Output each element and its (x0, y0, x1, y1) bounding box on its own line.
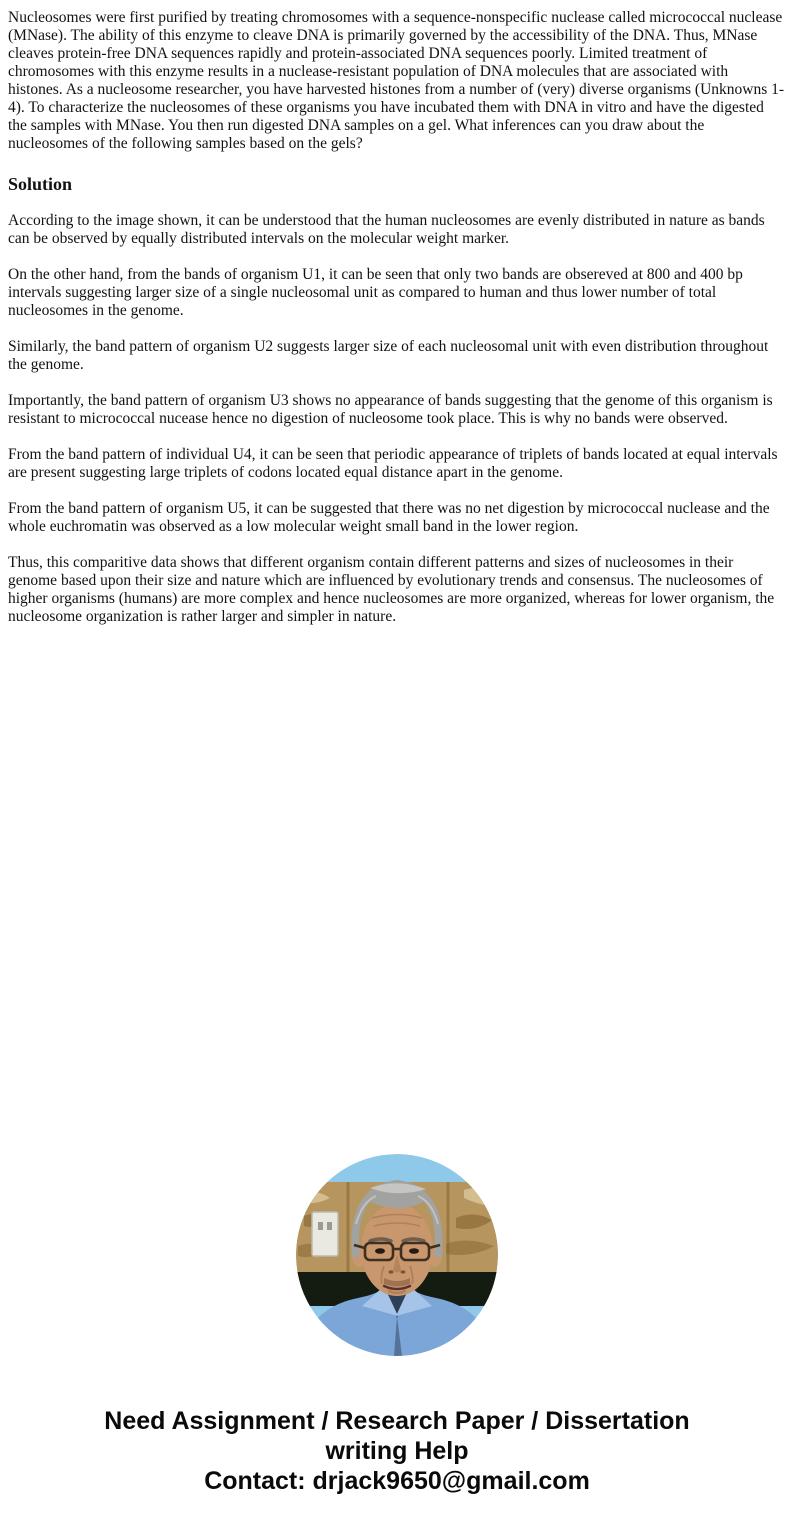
solution-heading: Solution (8, 174, 73, 194)
document-content (8, 9, 786, 626)
solution-paragraph-human: According to the image shown, it can be understood that the human nucleosomes are evenly distributed in nature as bands can be observed by equally distributed intervals on the molecular weight marker. (8, 212, 765, 247)
contact-line: Contact: drjack9650@gmail.com (204, 1467, 590, 1495)
tutor-avatar (296, 1154, 498, 1356)
question-paragraph: Nucleosomes were first purified by treating chromosomes with a sequence-nonspecific nuclease called micrococcal nuclease (MNase). The ability of this enzyme to cleave DNA is primarily governed by the accessibility of the DNA. Thus, MNase cleaves protein-free DNA sequences rapidly and protein-associated DNA sequences poorly. Limited treatment of chromosomes with this enzyme results in a nuclease-resistant population of DNA molecules that are associated with histones. As a nucleosome researcher, you have harvested histones from a number of (very) diverse organisms (Unknowns 1-4). To characterize the nucleosomes of these organisms you have incubated them with DNA in vitro and have the digested the samples with MNase. You then run digested DNA samples on a gel. What inferences can you draw about the nucleosomes of the following samples based on the gels? (8, 9, 785, 152)
solution-paragraph-u1: On the other hand, from the bands of organism U1, it can be seen that only two bands are obsereved at 800 and 400 bp intervals suggesting larger size of a single nucleosomal unit as compared to human and thus lower number of total nucleosomes in the genome. (8, 266, 743, 319)
document-page (0, 9, 794, 1532)
solution-paragraph-u5: From the band pattern of organism U5, it can be suggested that there was no net digestion by micrococcal nuclease and the whole euchromatin was observed as a low molecular weight small band in the lower region. (8, 500, 770, 535)
promo-line-1: Need Assignment / Research Paper / Dissertation (104, 1407, 690, 1435)
promo-line-2: writing Help (325, 1437, 469, 1465)
solution-paragraph-u4: From the band pattern of individual U4, it can be seen that periodic appearance of triplets of bands located at equal intervals are present suggesting large triplets of codons located equal distance apart in the genome. (8, 446, 778, 481)
promo-heading (8, 1406, 786, 1496)
solution-paragraph-conclusion: Thus, this comparitive data shows that different organism contain different patterns and sizes of nucleosomes in their genome based upon their size and nature which are influenced by evolutionary trends and consensus. The nucleosomes of higher organisms (humans) are more complex and hence nucleosomes are more organized, whereas for lower organism, the nucleosome organization is rather larger and simpler in nature. (8, 554, 775, 625)
whitespace-spacer (8, 626, 786, 1154)
tutor-portrait-photo-icon (296, 1154, 498, 1356)
footer-promo-section (8, 1154, 786, 1496)
solution-paragraph-u3: Importantly, the band pattern of organism U3 shows no appearance of bands suggesting that the genome of this organism is resistant to micrococcal nucease hence no digestion of nucleosome took place. This is why no bands were observed. (8, 392, 773, 427)
photo-switch-plate (312, 1212, 338, 1256)
solution-paragraph-u2: Similarly, the band pattern of organism U2 suggests larger size of each nucleosomal unit with even distribution throughout the genome. (8, 338, 769, 373)
